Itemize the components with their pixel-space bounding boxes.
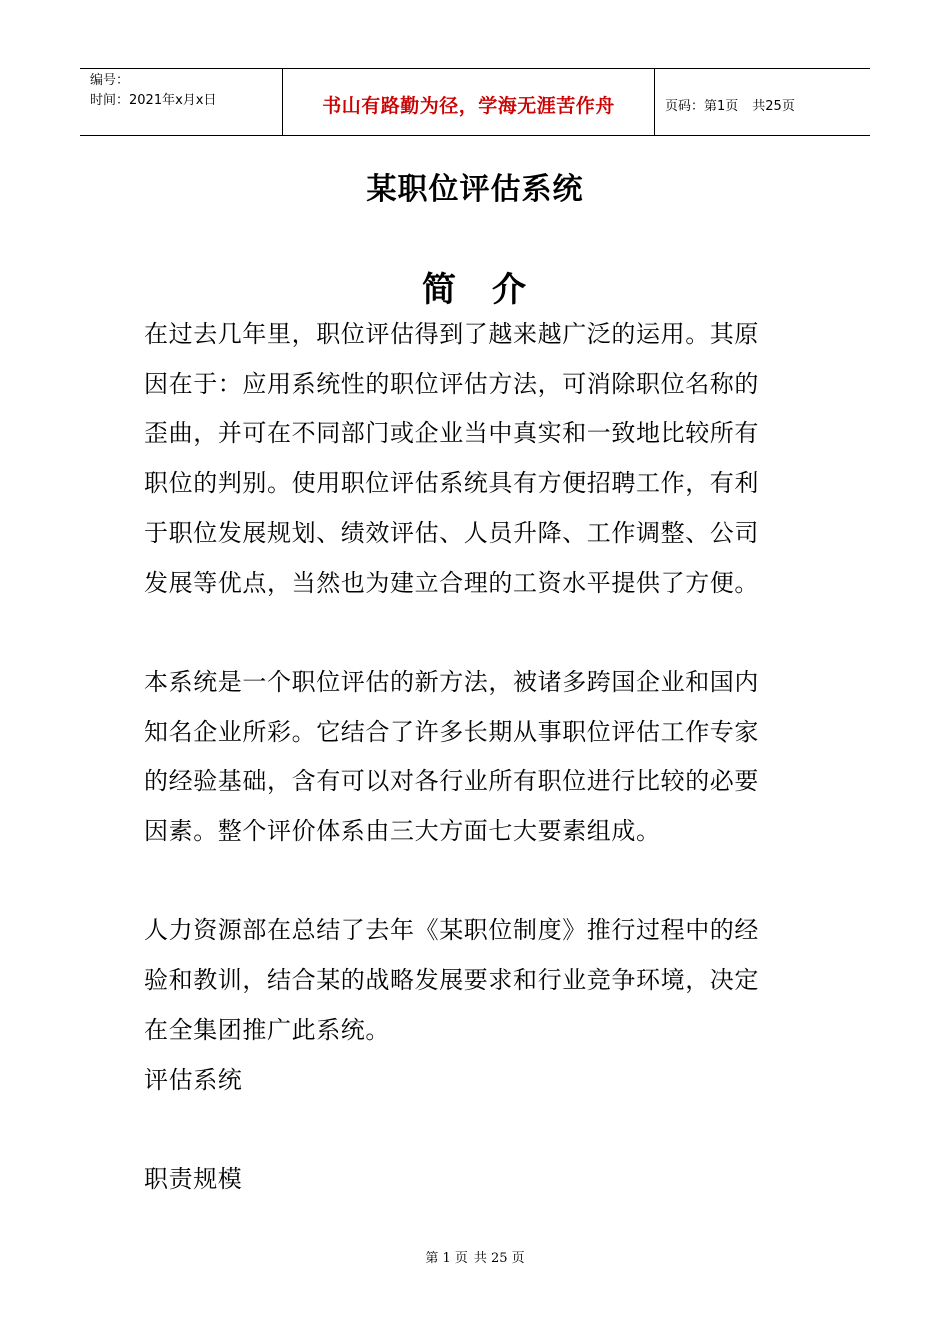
- text-line: 在全集团推广此系统。: [144, 1015, 390, 1044]
- text-line: 本系统是一个职位评估的新方法，被诸多跨国企业和国内: [144, 667, 759, 696]
- text-line: 于职位发展规划、绩效评估、人员升降、工作调整、公司: [144, 518, 759, 547]
- text-line: 因在于：应用系统性的职位评估方法，可消除职位名称的: [144, 369, 759, 398]
- header-table: [80, 68, 870, 136]
- section-title: [0, 262, 950, 311]
- footer-total: 共 25 页: [473, 1251, 525, 1266]
- text-line: 人力资源部在总结了去年《某职位制度》推行过程中的经: [144, 916, 759, 945]
- item-responsibility-scale: 职责规模: [144, 1164, 243, 1193]
- page-footer: [0, 1247, 950, 1266]
- text-line: 知名企业所彩。它结合了许多长期从事职位评估工作专家: [144, 717, 759, 746]
- number-label: 编号：: [90, 73, 130, 88]
- document-title: 某职位评估系统: [366, 172, 584, 207]
- time-label: 时间：2021年x月x日: [90, 93, 217, 108]
- body-text: [144, 310, 812, 1205]
- motto-text: 书山有路勤为径，学海无涯苦作舟: [322, 94, 615, 117]
- footer-page: 第 1 页: [425, 1251, 468, 1266]
- text-line: 发展等优点，当然也为建立合理的工资水平提供了方便。: [144, 568, 759, 597]
- text-line: 的经验基础，含有可以对各行业所有职位进行比较的必要: [144, 767, 759, 796]
- paragraph-system: [144, 658, 812, 857]
- section-title-char-1: 简: [422, 270, 458, 310]
- header-page-cell: [655, 69, 870, 135]
- header-motto-cell: [282, 69, 655, 135]
- section-title-char-2: 介: [492, 270, 528, 310]
- text-line: 职位的判别。使用职位评估系统具有方便招聘工作，有利: [144, 469, 759, 498]
- paragraph-intro: [144, 310, 812, 608]
- text-line: 歪曲，并可在不同部门或企业当中真实和一致地比较所有: [144, 419, 759, 448]
- text-line: 验和教训，结合某的战略发展要求和行业竞争环境，决定: [144, 966, 759, 995]
- page-label: 页码：第1页: [665, 98, 739, 114]
- text-line: 在过去几年里，职位评估得到了越来越广泛的运用。其原: [144, 320, 759, 348]
- total-pages-label: 共25页: [752, 98, 795, 114]
- paragraph-hr: [144, 906, 812, 1055]
- header-meta-cell: [80, 69, 282, 135]
- text-line: 因素。整个评价体系由三大方面七大要素组成。: [144, 817, 661, 846]
- item-evaluation-system: 评估系统: [144, 1065, 243, 1094]
